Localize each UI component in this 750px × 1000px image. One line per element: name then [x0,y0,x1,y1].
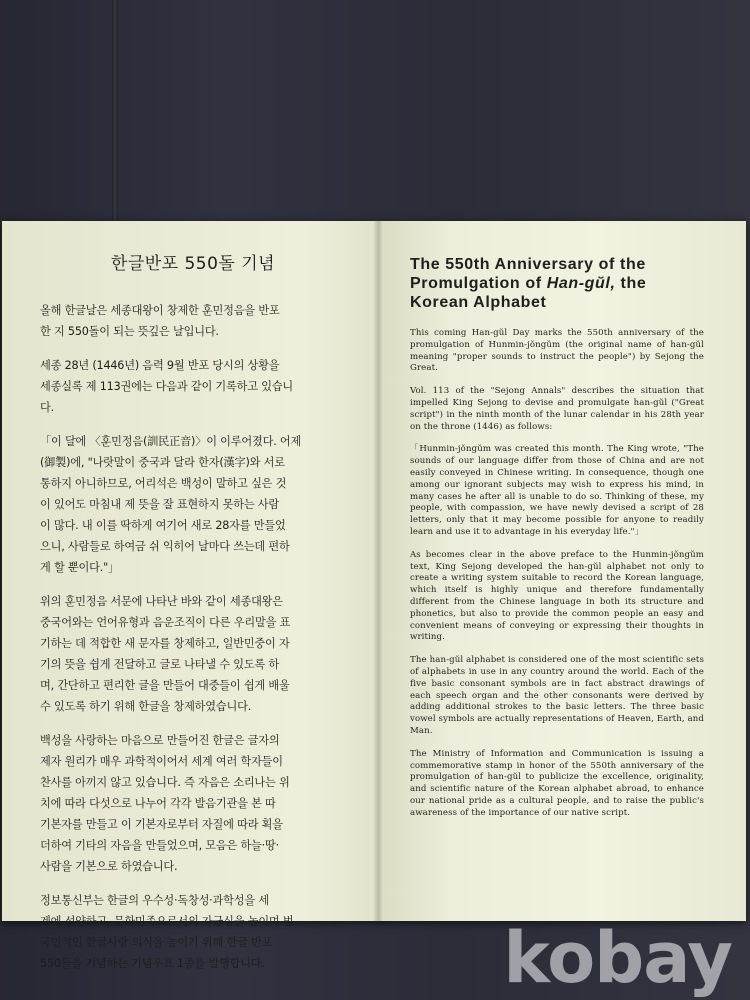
english-paragraph-4: As becomes clear in the above preface to the Hunmin-jŏngŭm text, King Sejong developed the han-gŭl alphabet not only to create a writing system suitable to record the Korean language, which itself is highly unique and therefore fundamentally different from the Chinese language in both its structure and phonetics, but also to provide the common people an easy and convenient means of conveying or expressing their thoughts in writing. [410,549,704,643]
english-paragraph-2: Vol. 113 of the "Sejong Annals" describes the situation that impelled King Sejong to devise and promulgate han-gŭl ("Great script") in the ninth month of the lunar calendar in his 28th year on the throne (1446) as follows: [410,386,704,432]
english-title-italic: Han-gŭl, [546,275,616,292]
kobay-watermark: kobay [503,917,732,999]
korean-paragraph-6: 정보통신부는 한글의 우수성·독창성·과학성을 세 계에 선양하고, 문화민족으로서의 자긍심을 높이며 범 국민적인 한글사랑 의식을 높이기 위해 한글 반포 550돌을 기념하는 기념우표 1종을 발행합니다. [40,894,294,970]
korean-column [40,249,346,987]
english-paragraph-3: 「Hunmin-jŏngŭm was created this month. The King wrote, "The sounds of our language differ from those of China and are not easily conveyed in Chinese writing. In consequence, though one among our ignorant subjects may wish to express his mind, in many cases he after all is unable to do so. Thinking of these, my people, with compassion, we have newly devised a script of 28 letters, only that it may become possible for anyone to readily learn and use it to advantage in his everyday life."」 [410,444,704,537]
korean-title: 한글반포 550돌 기념 [110,254,276,274]
backdrop-crease [112,0,118,220]
korean-paragraph-3: 「이 달에 〈훈민정음(訓民正音)〉이 이루어졌다. 어제 (御製)에, "나랏말이 중국과 달라 한자(漢字)와 서로 통하지 아니하므로, 어리석은 백성이 말하고 싶은 것 이 있어도 마침내 제 뜻을 잘 표현하지 못하는 사람 이 많다. 내 이를 딱하게 여기어 새로 28자를 만들었 으니, 사람들로 하여금 쉬 익히어 날마다 쓰는데 편하 게 할 뿐이다."」 [40,435,302,574]
leaflet-fold [374,221,382,921]
korean-paragraph-5: 백성을 사랑하는 마음으로 만들어진 한글은 글자의 제자 원리가 매우 과학적이어서 세계 여러 학자들이 찬사를 아끼지 않고 있습니다. 즉 자음은 소리나는 위 치에 따라 다섯으로 나누어 각각 발음기관을 본 따 기본자를 만들고 이 기본자로부터 자질에 따라 획을 더하여 기타의 자음을 만들었으며, 모음은 하늘·땅· 사람을 기본으로 하였습니다. [40,734,290,873]
korean-paragraph-4: 위의 훈민정음 서문에 나타난 바와 같이 세종대왕은 중국어와는 언어유형과 음운조직이 다른 우리말을 표 기하는 데 적합한 새 문자를 창제하고, 일반민중이 자 기의 뜻을 쉽게 전달하고 글로 나타낼 수 있도록 하 며, 간단하고 편리한 글을 만들어 대중들이 쉽게 배울 수 있도록 하기 위해 한글을 창제하였습니다. [40,595,291,713]
korean-paragraph-1: 올해 한글날은 세종대왕이 창제한 훈민정음을 반포 한 지 550돌이 되는 뜻깊은 날입니다. [40,304,280,338]
english-title-part-1: The 550th Anniversary of the Promulgation of [410,256,646,292]
korean-paragraph-2: 세종 28년 (1446년) 음력 9월 반포 당시의 상황을 세종실록 제 113권에는 다음과 같이 기록하고 있습니 다. [40,359,294,414]
english-column [410,255,704,830]
english-title [410,255,704,312]
english-title-part-2: the Korean Alphabet [410,275,647,311]
english-paragraph-6: The Ministry of Information and Communication is issuing a commemorative stamp in honor of the 550th anniversary of the promulgation of han-gŭl to publicize the excellence, originality, and scientific nature of the Korean alphabet abroad, to enhance our national pride as a cultural people, and to raise the public's awareness of the importance of our native script. [410,748,704,818]
english-paragraph-1: This coming Han-gŭl Day marks the 550th anniversary of the promulgation of Hunmin-jŏngŭm (the original name of han-gŭl meaning "proper sounds to instruct the people") by Sejong the Great. [410,328,704,374]
english-paragraph-5: The han-gŭl alphabet is considered one of the most scientific sets of alphabets in use in any country around the world. Each of the five basic consonant symbols are in fact abstract drawings of each speech organ and the other consonants were derived by adding additional strokes to the basic letters. The three basic vowel symbols are actually representations of Heaven, Earth, and Man. [410,655,704,736]
